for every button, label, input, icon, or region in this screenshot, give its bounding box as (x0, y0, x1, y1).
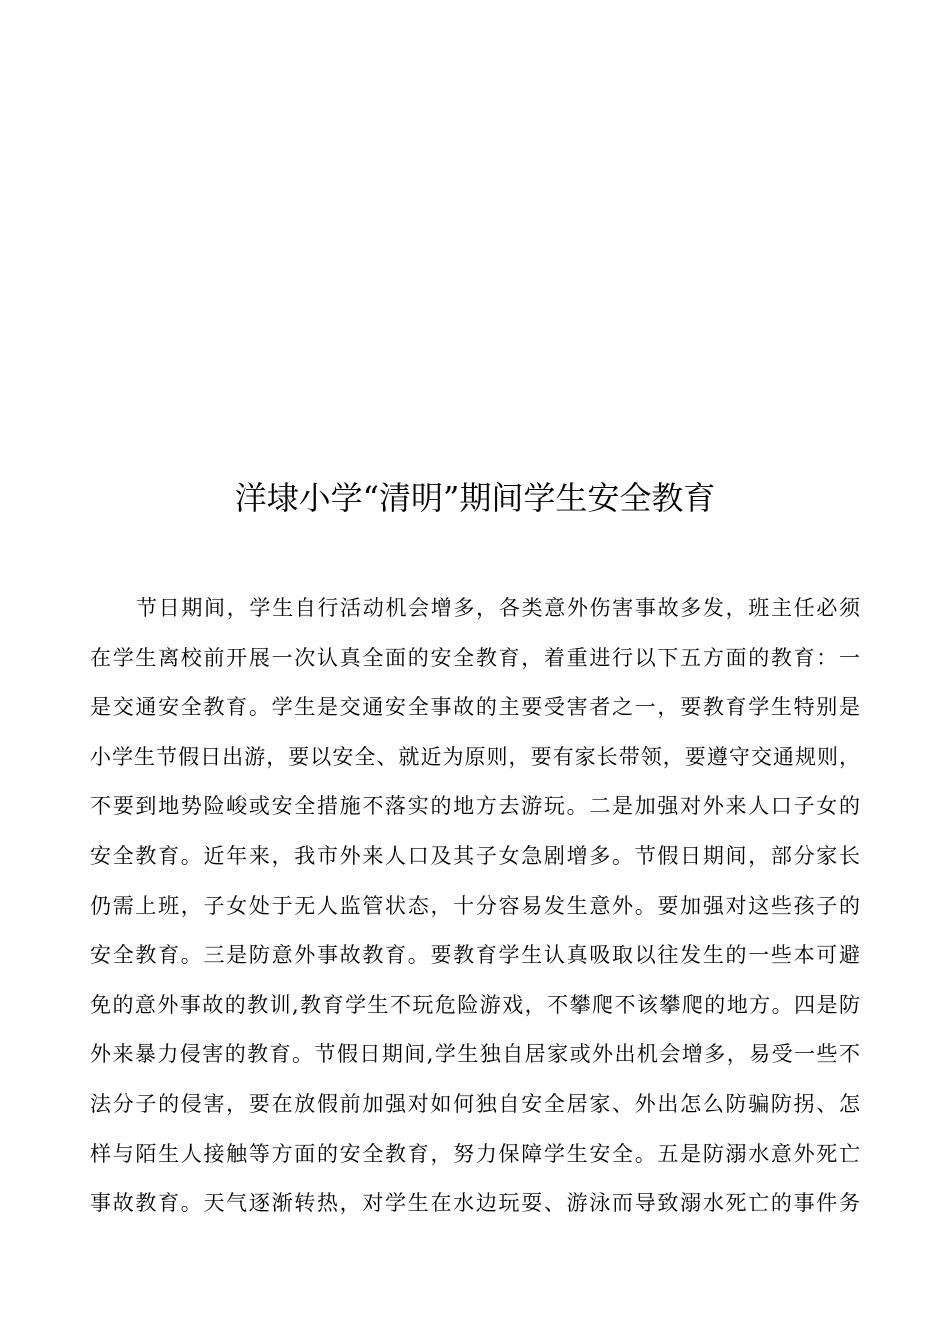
paragraph-line: 外来暴力侵害的教育。节假日期间,学生独自居家或外出机会增多，易受一些不 (90, 1042, 860, 1067)
document-body (90, 584, 860, 1229)
paragraph-line: 安全教育。近年来，我市外来人口及其子女急剧增多。节假日期间，部分家长 (90, 843, 860, 868)
paragraph-line: 不要到地势险峻或安全措施不落实的地方去游玩。二是加强对外来人口子女的 (90, 794, 860, 819)
paragraph-line: 安全教育。三是防意外事故教育。要教育学生认真吸取以往发生的一些本可避 (90, 943, 860, 968)
document-title: 洋埭小学“清明”期间学生安全教育 (234, 479, 716, 517)
paragraph-line: 法分子的侵害，要在放假前加强对如何独自安全居家、外出怎么防骗防拐、怎 (90, 1091, 860, 1116)
paragraph-line: 仍需上班，子女处于无人监管状态，十分容易发生意外。要加强对这些孩子的 (90, 893, 860, 918)
paragraph-line: 小学生节假日出游，要以安全、就近为原则，要有家长带领，要遵守交通规则， (90, 744, 860, 769)
paragraph-line: 节日期间，学生自行活动机会增多，各类意外伤害事故多发，班主任必须 (136, 596, 860, 620)
paragraph-line: 在学生离校前开展一次认真全面的安全教育，着重进行以下五方面的教育：一 (90, 645, 860, 670)
paragraph-line: 事故教育。天气逐渐转热，对学生在水边玩耍、游泳而导致溺水死亡的事件务 (90, 1191, 860, 1216)
paragraph-line: 免的意外事故的教训,教育学生不玩危险游戏，不攀爬不该攀爬的地方。四是防 (90, 992, 860, 1017)
paragraph-line: 是交通安全教育。学生是交通安全事故的主要受害者之一，要教育学生特别是 (90, 695, 860, 720)
paragraph-line: 样与陌生人接触等方面的安全教育，努力保障学生安全。五是防溺水意外死亡 (90, 1141, 860, 1166)
